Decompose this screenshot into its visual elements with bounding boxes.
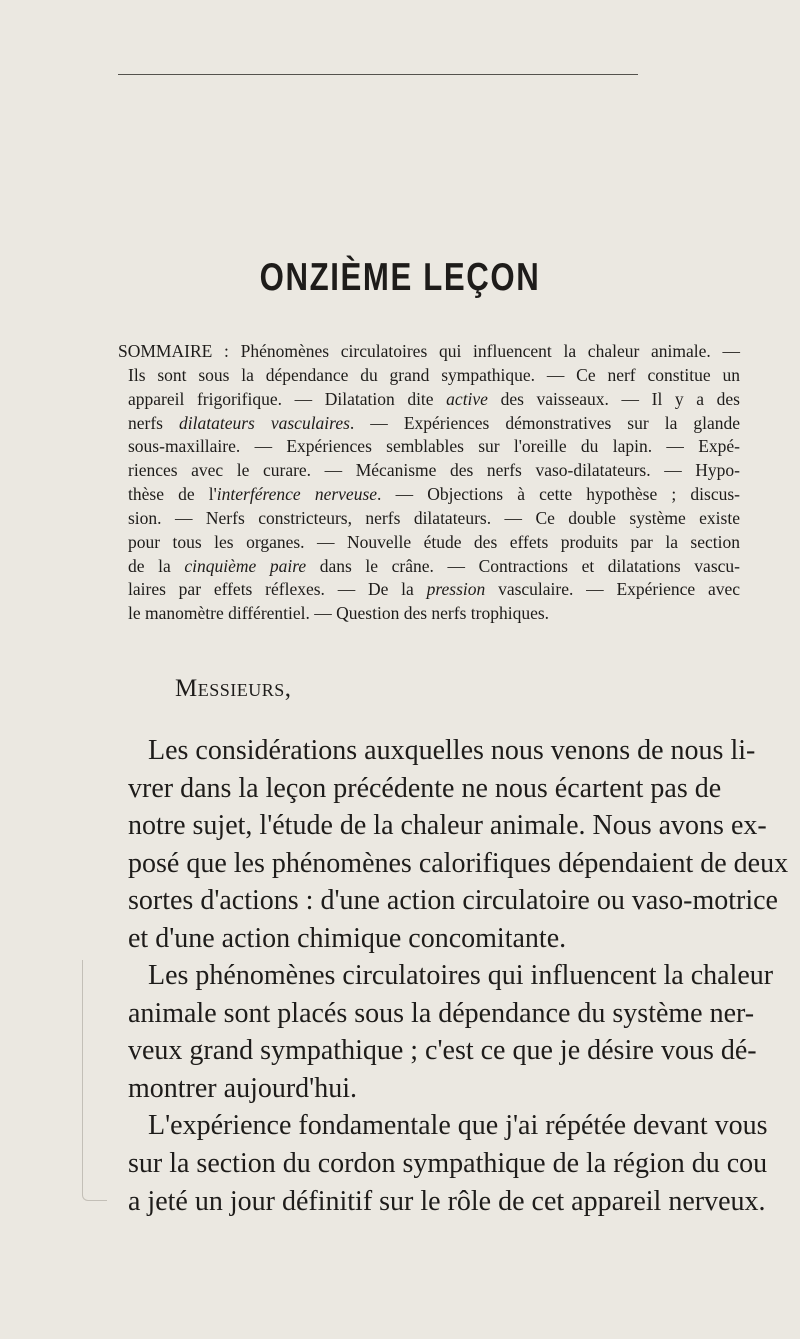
body-line: animale sont placés sous la dépendance du système ner- <box>128 997 755 1029</box>
summary-line: riences avec le curare. — Mécanisme des nerfs vaso-dilatateurs. — Hypo- <box>128 460 740 481</box>
body-line: sortes d'actions : d'une action circulatoire ou vaso-motrice <box>128 885 778 917</box>
salutation-text: Messieurs, <box>175 675 292 702</box>
chapter-summary <box>118 340 741 626</box>
chapter-title: ONZIÈME LEÇON <box>259 256 541 299</box>
body-line: Les considérations auxquelles nous venons de nous li- <box>148 735 756 766</box>
body-line: veux grand sympathique ; c'est ce que je désire vous dé- <box>128 1035 757 1067</box>
body-paragraphs <box>128 732 789 1220</box>
body-line: et d'une action chimique concomitante. <box>128 922 567 954</box>
body-line: vrer dans la leçon précédente ne nous écartent pas de <box>128 772 722 804</box>
summary-line: nerfs dilatateurs vasculaires. — Expériences démonstratives sur la glande <box>128 412 741 433</box>
summary-line: thèse de l'interférence nerveuse. — Objections à cette hypothèse ; discus- <box>128 484 740 505</box>
summary-line: sion. — Nerfs constricteurs, nerfs dilatateurs. — Ce double système existe <box>128 507 740 528</box>
summary-line: Ils sont sous la dépendance du grand sympathique. — Ce nerf constitue un <box>128 364 740 385</box>
salutation <box>175 675 292 703</box>
body-line: sur la section du cordon sympathique de la région du cou <box>128 1148 768 1180</box>
summary-line: pour tous les organes. — Nouvelle étude des effets produits par la section <box>128 531 740 552</box>
margin-pencil-mark <box>82 960 107 1201</box>
summary-line: sous-maxillaire. — Expériences semblables sur l'oreille du lapin. — Expé- <box>128 436 740 457</box>
body-line: a jeté un jour définitif sur le rôle de cet appareil nerveux. <box>128 1185 766 1217</box>
summary-line: appareil frigorifique. — Dilatation dite active des vaisseaux. — Il y a des <box>128 388 740 409</box>
summary-line: SOMMAIRE : Phénomènes circulatoires qui influencent la chaleur animale. — <box>118 341 740 361</box>
summary-line: de la cinquième paire dans le crâne. — Contractions et dilatations vascu- <box>128 555 740 576</box>
summary-line: laires par effets réflexes. — De la pression vasculaire. — Expérience avec <box>128 579 740 600</box>
body-line: posé que les phénomènes calorifiques dépendaient de deux <box>128 847 789 879</box>
body-line: L'expérience fondamentale que j'ai répétée devant vous <box>148 1110 768 1142</box>
body-line: montrer aujourd'hui. <box>128 1072 357 1104</box>
body-line: Les phénomènes circulatoires qui influencent la chaleur <box>148 960 774 992</box>
header-rule <box>118 74 638 75</box>
body-line: notre sujet, l'étude de la chaleur animale. Nous avons ex- <box>128 810 767 842</box>
summary-line: le manomètre différentiel. — Question des nerfs trophiques. <box>128 603 550 624</box>
